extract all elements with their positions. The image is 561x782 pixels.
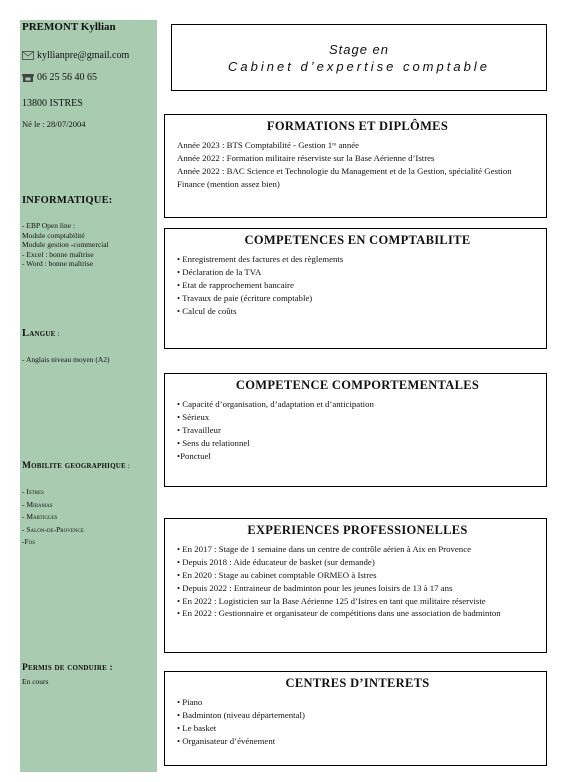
mobilite-city: -Fos (22, 537, 36, 546)
competences-title: COMPETENCES EN COMPTABILITE (244, 233, 471, 247)
competence-item: • Etat de rapprochement bancaire (177, 280, 294, 290)
interets-title: CENTRES D’INTERETS (285, 676, 430, 690)
competence-item: • Calcul de coûts (177, 306, 237, 316)
comportementales-section (164, 373, 547, 487)
informatique-line: - EBP Open line : (22, 221, 76, 230)
formations-title: FORMATIONS ET DIPLÔMES (266, 119, 449, 133)
mobilite-heading: Mobilite geographique (22, 461, 126, 471)
interet-item: • Badminton (niveau départemental) (177, 710, 305, 720)
comportementales-title: COMPETENCE COMPORTEMENTALES (235, 378, 480, 392)
interet-item: • Organisateur d’événement (177, 736, 276, 746)
mobilite-city: - Istres (22, 487, 44, 496)
mobilite-city: - Miramas (22, 499, 53, 509)
mobilite-city: - Martigues (22, 512, 58, 521)
informatique-heading: INFORMATIQUE: (22, 195, 113, 206)
experiences-section (164, 518, 547, 653)
informatique-list (22, 221, 160, 269)
mobilite-city: - Salon-de-Provence (22, 524, 84, 534)
formation-item: Année 2022 : Formation militaire réserviste sur la Base Aérienne d’Istres (177, 153, 435, 163)
birth-date: Né le : 28/07/2004 (22, 119, 86, 129)
formation-item: Année 2023 : BTS Comptabilité - Gestion 1ʳᵉ année (177, 140, 360, 150)
candidate-name: PREMONT Kyllian (22, 21, 116, 33)
informatique-line: - Excel : bonne maîtrise (22, 249, 94, 259)
comportementale-item: • Travailleur (177, 425, 221, 435)
phone-row (22, 72, 160, 83)
experience-item: • En 2020 : Stage au cabinet comptable ORMEO à Istres (177, 570, 377, 580)
comportementale-item: •Ponctuel (177, 451, 211, 461)
informatique-line: Module gestion -commercial (22, 240, 109, 249)
comportementales-list (177, 398, 538, 463)
permis-value: En cours (22, 677, 49, 686)
competence-item: • Déclaration de la TVA (177, 267, 262, 277)
permis-heading: Permis de conduire : (22, 663, 113, 673)
comportementale-item: • Sérieux (177, 412, 210, 422)
competences-section (164, 228, 547, 349)
title-line-1: Stage en (328, 41, 390, 57)
experience-item: • Depuis 2018 : Aide éducateur de basket (sur demande) (177, 557, 375, 567)
experience-item: • Depuis 2022 : Entraineur de badminton pour les jeunes loisirs de 13 à 17 ans (177, 583, 453, 593)
sidebar (20, 20, 157, 772)
mobilite-suffix: : (125, 461, 130, 470)
informatique-line: Module comptabilité (22, 230, 85, 240)
competences-list (177, 253, 538, 318)
city-text: 13800 ISTRES (22, 98, 83, 109)
comportementale-item: • Sens du relationnel (177, 438, 250, 448)
phone-text: 06 25 56 40 65 (37, 72, 97, 83)
interets-list (177, 696, 538, 748)
formation-item: Année 2022 : BAC Science et Technologie du Management et de la Gestion, spécialité Gestion Finance (mention assez bien) (177, 166, 512, 189)
telephone-icon (22, 73, 34, 82)
mobilite-heading-row (22, 460, 160, 472)
experience-item: • En 2017 : Stage de 1 semaine dans un centre de contrôle aérien à Aix en Provence (177, 544, 472, 554)
email-text: kyllianpre@gmail.com (37, 50, 130, 61)
langue-heading: Langue (22, 328, 56, 339)
experience-item: • En 2022 : Gestionnaire et organisateur de compétitions dans une association de badminton (177, 608, 501, 618)
competence-item: • Enregistrement des factures et des règlements (177, 254, 344, 264)
email-row (22, 50, 160, 61)
mobilite-list (22, 486, 160, 549)
interets-section (164, 671, 547, 766)
experience-item: • En 2022 : Logisticien sur la Base Aérienne 125 d’Istres en tant que militaire réserviste (177, 596, 486, 606)
langue-line: - Anglais niveau moyen (A2) (22, 355, 110, 364)
title-line-2: Cabinet d’expertise comptable (228, 58, 490, 74)
envelope-icon (22, 51, 34, 60)
competence-item: • Travaux de paie (écriture comptable) (177, 293, 313, 303)
formations-section (164, 114, 547, 218)
langue-heading-row (22, 328, 160, 339)
interet-item: • Le basket (177, 723, 217, 733)
experiences-title: EXPERIENCES PROFESSIONELLES (247, 523, 468, 537)
interet-item: • Piano (177, 697, 203, 707)
comportementale-item: • Capacité d’organisation, d’adaptation et d’anticipation (177, 399, 374, 409)
title-box (171, 24, 547, 91)
informatique-line: - Word : bonne maîtrise (22, 259, 93, 268)
experiences-list (177, 543, 538, 619)
langue-suffix: : (55, 329, 60, 338)
